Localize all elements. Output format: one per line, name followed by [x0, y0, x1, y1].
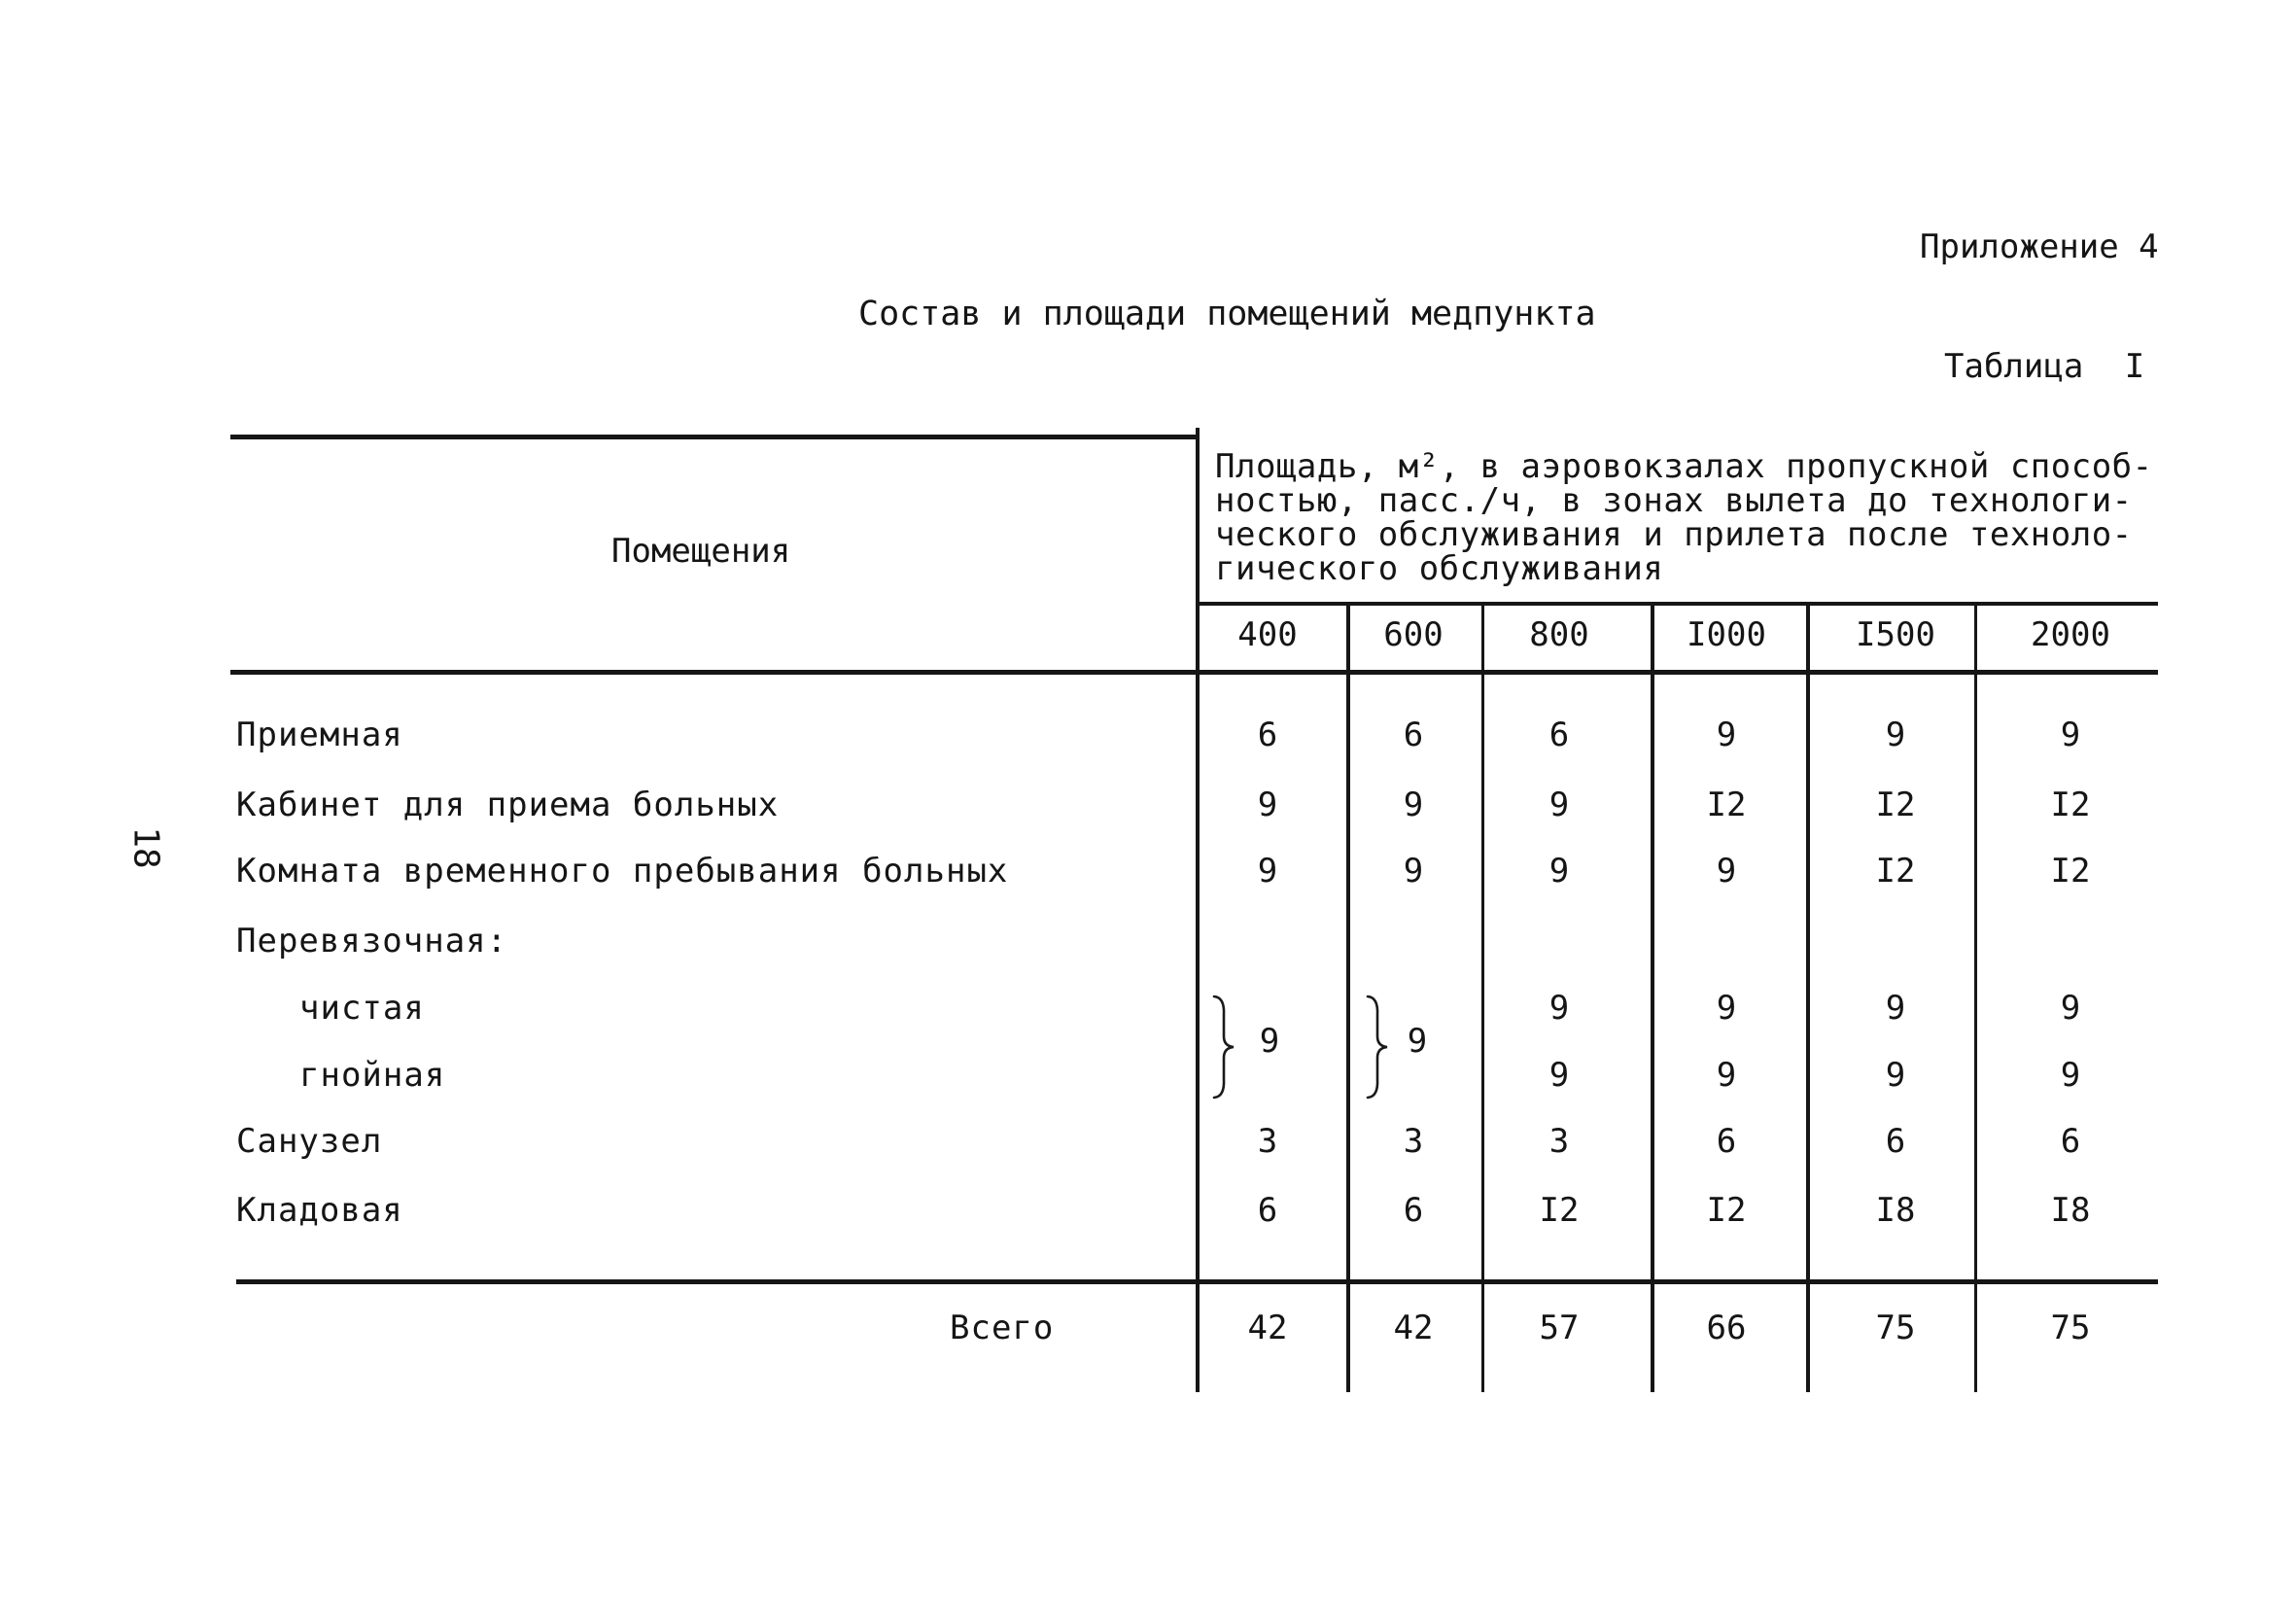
table-cell: 9 — [1548, 989, 1570, 1028]
total-cell: 66 — [1706, 1309, 1747, 1347]
table-cell: I2 — [1706, 786, 1747, 824]
table-cell: 9 — [2060, 1056, 2081, 1095]
table-cell: 6 — [1885, 1122, 1906, 1161]
table-cell: 9 — [1548, 786, 1570, 824]
table-cell: 9 — [1548, 852, 1570, 891]
table-cell: 6 — [1257, 1191, 1278, 1230]
table-cell: 9 — [1403, 786, 1424, 824]
table-cell: 9 — [1403, 852, 1424, 891]
table-cell: 9 — [1716, 1056, 1737, 1095]
table-cell: I2 — [1875, 786, 1916, 824]
column-header: 800 — [1529, 615, 1589, 654]
merged-cell: 9 — [1259, 1022, 1280, 1061]
table-cell: 9 — [2060, 989, 2081, 1028]
table-cell: 9 — [1716, 716, 1737, 754]
table-cell: 6 — [1403, 716, 1424, 754]
table-label: Таблица I — [1944, 347, 2145, 386]
room-group-name: Перевязочная: — [236, 922, 508, 961]
total-cell: 57 — [1539, 1309, 1580, 1347]
table-row — [0, 716, 2296, 754]
table-cell: 3 — [1403, 1122, 1424, 1161]
table-cell: 9 — [1885, 1056, 1906, 1095]
appendix-label: Приложение 4 — [1920, 227, 2159, 266]
table-cell: I2 — [1706, 1191, 1747, 1230]
total-cell: 42 — [1247, 1309, 1288, 1347]
brace-icon — [1365, 994, 1390, 1100]
table-cell: 6 — [2060, 1122, 2081, 1161]
table-cell: 9 — [1257, 852, 1278, 891]
room-name: Кладовая — [236, 1191, 403, 1230]
table-cell: I2 — [1539, 1191, 1580, 1230]
table-row — [0, 852, 2296, 891]
table-cell: I2 — [2050, 852, 2091, 891]
page-number: 18 — [125, 826, 166, 869]
row-header-rooms: Помещения — [611, 532, 791, 571]
column-group-header-line: Площадь, м², в аэровокзалах пропускной способ- — [1215, 447, 2153, 486]
room-name: Приемная — [236, 716, 403, 754]
table-cell: 9 — [1257, 786, 1278, 824]
table-cell: 3 — [1548, 1122, 1570, 1161]
table-cell: 9 — [1716, 989, 1737, 1028]
column-group-header-line: гического обслуживания — [1215, 549, 1664, 588]
table-cell: 9 — [1716, 852, 1737, 891]
room-name: Кабинет для приема больных — [236, 786, 780, 824]
table-row — [0, 922, 2296, 961]
column-header: I000 — [1687, 615, 1766, 654]
column-header: 400 — [1237, 615, 1298, 654]
total-row — [0, 1309, 2296, 1347]
total-cell: 75 — [2050, 1309, 2091, 1347]
table-top-rule — [230, 435, 1199, 439]
table-cell: 6 — [1403, 1191, 1424, 1230]
column-header-row — [0, 615, 2296, 654]
column-header: I500 — [1856, 615, 1935, 654]
table-cell: I2 — [2050, 786, 2091, 824]
room-subname: чистая — [299, 989, 425, 1028]
column-group-header-line: ческого обслуживания и прилета после техноло- — [1215, 515, 2133, 554]
column-group-header-line: ностью, пасс./ч, в зонах вылета до технологи- — [1215, 481, 2133, 520]
header-bottom-rule — [230, 670, 2158, 675]
table-cell: 9 — [1548, 1056, 1570, 1095]
room-subname: гнойная — [299, 1056, 446, 1095]
total-cell: 75 — [1875, 1309, 1916, 1347]
table-cell: 6 — [1257, 716, 1278, 754]
table-row — [0, 989, 2296, 1028]
table-row — [0, 786, 2296, 824]
brace-icon — [1211, 994, 1236, 1100]
table-row — [0, 1056, 2296, 1095]
table-cell: 9 — [1885, 716, 1906, 754]
merged-cell: 9 — [1407, 1022, 1428, 1061]
table-cell: 6 — [1716, 1122, 1737, 1161]
room-name: Санузел — [236, 1122, 383, 1161]
table-row — [0, 1191, 2296, 1230]
total-cell: 42 — [1393, 1309, 1434, 1347]
column-header: 600 — [1383, 615, 1444, 654]
total-label: Всего — [950, 1309, 1055, 1347]
table-cell: I8 — [2050, 1191, 2091, 1230]
table-cell: 9 — [2060, 716, 2081, 754]
table-cell: I8 — [1875, 1191, 1916, 1230]
document-title: Состав и площади помещений медпункта — [858, 295, 1596, 333]
table-row — [0, 1122, 2296, 1161]
column-header: 2000 — [2031, 615, 2110, 654]
table-cell: I2 — [1875, 852, 1916, 891]
column-group-header-rule — [1198, 602, 2158, 606]
room-name: Комната временного пребывания больных — [236, 852, 1009, 891]
column-divider — [1196, 428, 1200, 1392]
table-cell: 9 — [1885, 989, 1906, 1028]
table-cell: 3 — [1257, 1122, 1278, 1161]
table-cell: 6 — [1548, 716, 1570, 754]
